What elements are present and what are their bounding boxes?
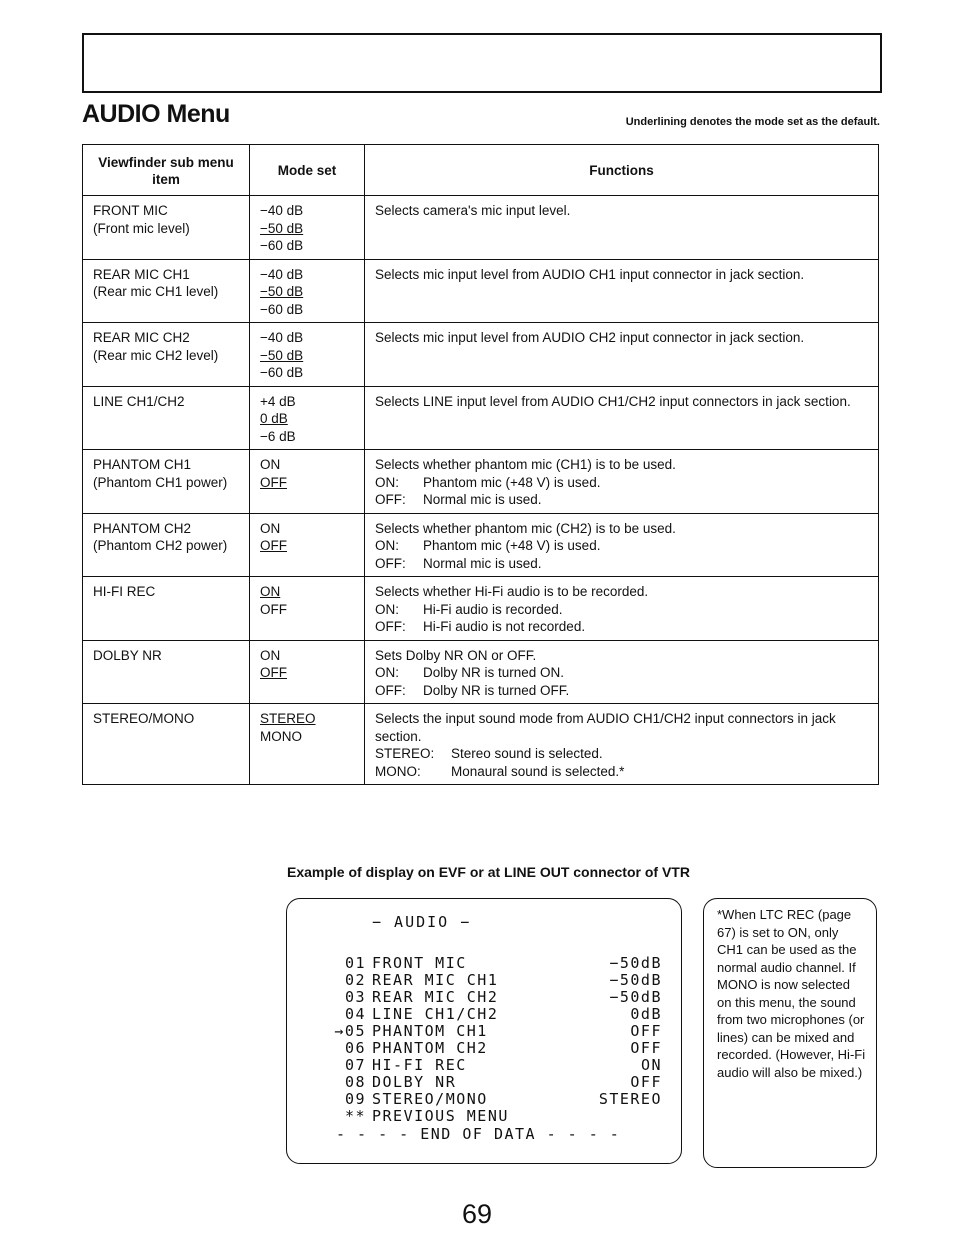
function-label: ON: (375, 474, 400, 490)
function-text: Phantom mic (+48 V) is used. (423, 538, 601, 553)
mode-option (260, 301, 354, 319)
cell-item (83, 704, 250, 785)
evf-item-value: −50dB (609, 971, 662, 989)
evf-item-name: DOLBY NR (372, 1073, 457, 1091)
item-line: STEREO/MONO (93, 711, 195, 726)
mode-text: ON (260, 584, 281, 599)
mode-text: ON (260, 457, 281, 472)
function-label: ON: (375, 665, 400, 680)
mode-text: OFF (260, 665, 287, 680)
function-label: OFF: (375, 619, 406, 634)
evf-item-name: HI-FI REC (372, 1056, 467, 1074)
item-line: REAR MIC CH2 (93, 330, 190, 345)
function-text: Selects whether phantom mic (CH1) is to be used. (375, 457, 676, 472)
cell-item (83, 577, 250, 641)
function-line (375, 266, 868, 284)
evf-item-value: −50dB (609, 988, 662, 1006)
evf-item-number: 04 (344, 1005, 366, 1023)
function-line (375, 710, 868, 745)
evf-item-number: 08 (344, 1073, 366, 1091)
function-line (375, 682, 868, 700)
evf-item-name: PREVIOUS MENU (372, 1107, 509, 1125)
function-text: Phantom mic (+48 V) is used. (423, 474, 601, 490)
evf-item-name: REAR MIC CH1 (372, 971, 499, 989)
function-line (375, 537, 868, 555)
mode-option (260, 601, 354, 619)
page-title: AUDIO Menu (82, 100, 230, 128)
function-label: OFF: (375, 492, 406, 507)
function-line (375, 618, 868, 636)
mode-text: −50 dB (260, 347, 304, 363)
evf-footer: - - - - END OF DATA - - - - (336, 1125, 621, 1143)
mode-text: OFF (260, 474, 287, 490)
function-label: ON: (375, 601, 400, 617)
mode-text: MONO (260, 728, 302, 744)
function-text: Hi-Fi audio is not recorded. (423, 619, 586, 634)
item-line: REAR MIC CH1 (93, 266, 190, 282)
mode-option-default (260, 537, 354, 555)
item-line: (Phantom CH2 power) (93, 538, 228, 553)
evf-item-number: 07 (344, 1056, 366, 1074)
mode-text: OFF (260, 538, 287, 553)
mode-option (260, 647, 354, 665)
header-functions: Functions (365, 145, 879, 196)
evf-item-value: ON (640, 1056, 662, 1074)
table-row (83, 323, 879, 387)
mode-option-default (260, 664, 354, 682)
evf-item-number: →05 (334, 1022, 366, 1040)
cell-item (83, 640, 250, 704)
cell-item (83, 386, 250, 450)
mode-text: −60 dB (260, 238, 304, 253)
mode-text: ON (260, 520, 281, 536)
table-body (83, 196, 879, 785)
function-text: Selects LINE input level from AUDIO CH1/CH2 input connectors in jack section. (375, 393, 851, 409)
function-text: Sets Dolby NR ON or OFF. (375, 647, 537, 663)
cell-mode (250, 259, 365, 323)
cell-functions (365, 640, 879, 704)
mode-option (260, 520, 354, 538)
mode-text: STEREO (260, 711, 316, 726)
item-line: (Front mic level) (93, 220, 190, 236)
evf-item-number: 09 (344, 1090, 366, 1108)
evf-item-number: 02 (344, 971, 366, 989)
evf-row (322, 989, 662, 1006)
function-line (375, 329, 868, 347)
cell-mode (250, 323, 365, 387)
mode-text: −40 dB (260, 203, 304, 218)
function-text: Stereo sound is selected. (451, 746, 603, 761)
mode-option-default (260, 710, 354, 728)
mode-text: 0 dB (260, 411, 288, 426)
evf-item-name: PHANTOM CH2 (372, 1039, 488, 1057)
mode-text: −6 dB (260, 428, 296, 444)
cell-item (83, 450, 250, 514)
function-line (375, 664, 868, 682)
function-text: Selects whether Hi-Fi audio is to be recorded. (375, 584, 649, 599)
cell-item (83, 513, 250, 577)
function-text: Selects the input sound mode from AUDIO CH1/CH2 input connectors in jack section. (375, 711, 836, 744)
evf-item-value: STEREO (598, 1090, 662, 1108)
item-line: HI-FI REC (93, 584, 156, 599)
function-text: Selects whether phantom mic (CH2) is to be used. (375, 520, 676, 536)
cell-item (83, 323, 250, 387)
mode-option (260, 329, 354, 347)
function-line (375, 456, 868, 474)
function-text: Monaural sound is selected.* (451, 763, 625, 779)
function-line (375, 763, 868, 781)
function-text: Dolby NR is turned ON. (423, 665, 565, 680)
function-label: ON: (375, 538, 400, 553)
item-line: DOLBY NR (93, 647, 162, 663)
table-row (83, 704, 879, 785)
item-line: LINE CH1/CH2 (93, 393, 185, 409)
evf-title: − AUDIO − (372, 913, 472, 931)
function-line (375, 202, 868, 220)
function-line (375, 647, 868, 665)
evf-item-name: REAR MIC CH2 (372, 988, 499, 1006)
audio-menu-table (82, 144, 879, 785)
function-label: OFF: (375, 555, 406, 571)
evf-item-name: FRONT MIC (372, 954, 467, 972)
cell-functions (365, 704, 879, 785)
cell-mode (250, 386, 365, 450)
evf-item-name: LINE CH1/CH2 (372, 1005, 499, 1023)
function-line (375, 520, 868, 538)
function-text: Hi-Fi audio is recorded. (423, 601, 563, 617)
mode-text: OFF (260, 601, 287, 617)
function-line (375, 583, 868, 601)
header-mode: Mode set (250, 145, 365, 196)
evf-item-number: 03 (344, 988, 366, 1006)
mode-option (260, 393, 354, 411)
evf-item-number: ** (344, 1107, 366, 1125)
function-line (375, 555, 868, 573)
cell-functions (365, 259, 879, 323)
function-line (375, 393, 868, 411)
function-label: STEREO: (375, 746, 435, 761)
cell-functions (365, 196, 879, 260)
cell-functions (365, 323, 879, 387)
evf-item-number: 06 (344, 1039, 366, 1057)
cell-functions (365, 577, 879, 641)
table-header-row (83, 145, 879, 196)
mode-option-default (260, 410, 354, 428)
cell-mode (250, 704, 365, 785)
cell-mode (250, 196, 365, 260)
evf-row (322, 1023, 662, 1040)
mode-option (260, 237, 354, 255)
item-line: (Rear mic CH2 level) (93, 347, 219, 363)
cell-mode (250, 577, 365, 641)
mode-option (260, 202, 354, 220)
evf-item-value: OFF (630, 1039, 662, 1057)
function-text: Normal mic is used. (423, 492, 542, 507)
table-row (83, 640, 879, 704)
evf-item-value: OFF (630, 1022, 662, 1040)
evf-item-value: −50dB (609, 954, 662, 972)
function-text: Selects camera's mic input level. (375, 203, 571, 218)
table-row (83, 577, 879, 641)
item-line: (Phantom CH1 power) (93, 474, 228, 490)
cell-mode (250, 450, 365, 514)
table-row (83, 450, 879, 514)
header-item: Viewfinder sub menu item (83, 145, 250, 196)
evf-item-value: OFF (630, 1073, 662, 1091)
mode-option (260, 364, 354, 382)
footnote-text: *When LTC REC (page 67) is set to ON, only CH1 can be used as the normal audio channel. If MONO is now selected on this menu, the sound from two microphones (or lines) can be mixed and recorded. (However, Hi-Fi audio will also be mixed.) (717, 907, 866, 1080)
cell-mode (250, 513, 365, 577)
item-line: (Rear mic CH1 level) (93, 284, 219, 299)
table-row (83, 196, 879, 260)
evf-item-name: PHANTOM CH1 (372, 1022, 488, 1040)
evf-row (322, 955, 662, 972)
mode-text: −60 dB (260, 365, 304, 380)
cell-functions (365, 513, 879, 577)
evf-item-name: STEREO/MONO (372, 1090, 488, 1108)
item-line: FRONT MIC (93, 203, 168, 218)
cell-item (83, 259, 250, 323)
function-line (375, 745, 868, 763)
mode-option-default (260, 347, 354, 365)
evf-row (322, 1074, 662, 1091)
mode-option-default (260, 283, 354, 301)
evf-item-number: 01 (344, 954, 366, 972)
mode-text: −50 dB (260, 220, 304, 236)
mode-option (260, 266, 354, 284)
item-line: PHANTOM CH1 (93, 457, 192, 472)
table-row (83, 513, 879, 577)
table-row (83, 259, 879, 323)
function-label: MONO: (375, 763, 421, 779)
cell-functions (365, 450, 879, 514)
item-line: PHANTOM CH2 (93, 520, 192, 536)
cell-functions (365, 386, 879, 450)
function-text: Dolby NR is turned OFF. (423, 682, 570, 698)
blank-header-box (82, 33, 882, 93)
function-label: OFF: (375, 682, 406, 698)
evf-row (322, 1006, 662, 1023)
function-text: Normal mic is used. (423, 555, 542, 571)
evf-item-value: 0dB (630, 1005, 662, 1023)
function-text: Selects mic input level from AUDIO CH2 input connector in jack section. (375, 330, 805, 345)
mode-option-default (260, 474, 354, 492)
cell-item (83, 196, 250, 260)
mode-text: −60 dB (260, 301, 304, 317)
evf-row (322, 1057, 662, 1074)
mode-text: +4 dB (260, 393, 296, 409)
default-note: Underlining denotes the mode set as the default. (625, 116, 880, 128)
table-row (83, 386, 879, 450)
mode-option-default (260, 583, 354, 601)
function-line (375, 474, 868, 492)
mode-option-default (260, 220, 354, 238)
mode-text: ON (260, 647, 281, 663)
evf-row (322, 972, 662, 989)
function-text: Selects mic input level from AUDIO CH1 input connector in jack section. (375, 266, 805, 282)
mode-text: −50 dB (260, 284, 304, 299)
evf-row (322, 1108, 662, 1125)
example-heading: Example of display on EVF or at LINE OUT connector of VTR (287, 864, 690, 880)
evf-row (322, 1091, 662, 1108)
function-line (375, 601, 868, 619)
mode-text: −40 dB (260, 330, 304, 345)
evf-menu-list (322, 955, 662, 1125)
function-line (375, 491, 868, 509)
page-number: 69 (462, 1199, 493, 1229)
mode-option (260, 428, 354, 446)
cell-mode (250, 640, 365, 704)
mode-option (260, 728, 354, 746)
mode-text: −40 dB (260, 266, 304, 282)
mode-option (260, 456, 354, 474)
evf-row (322, 1040, 662, 1057)
